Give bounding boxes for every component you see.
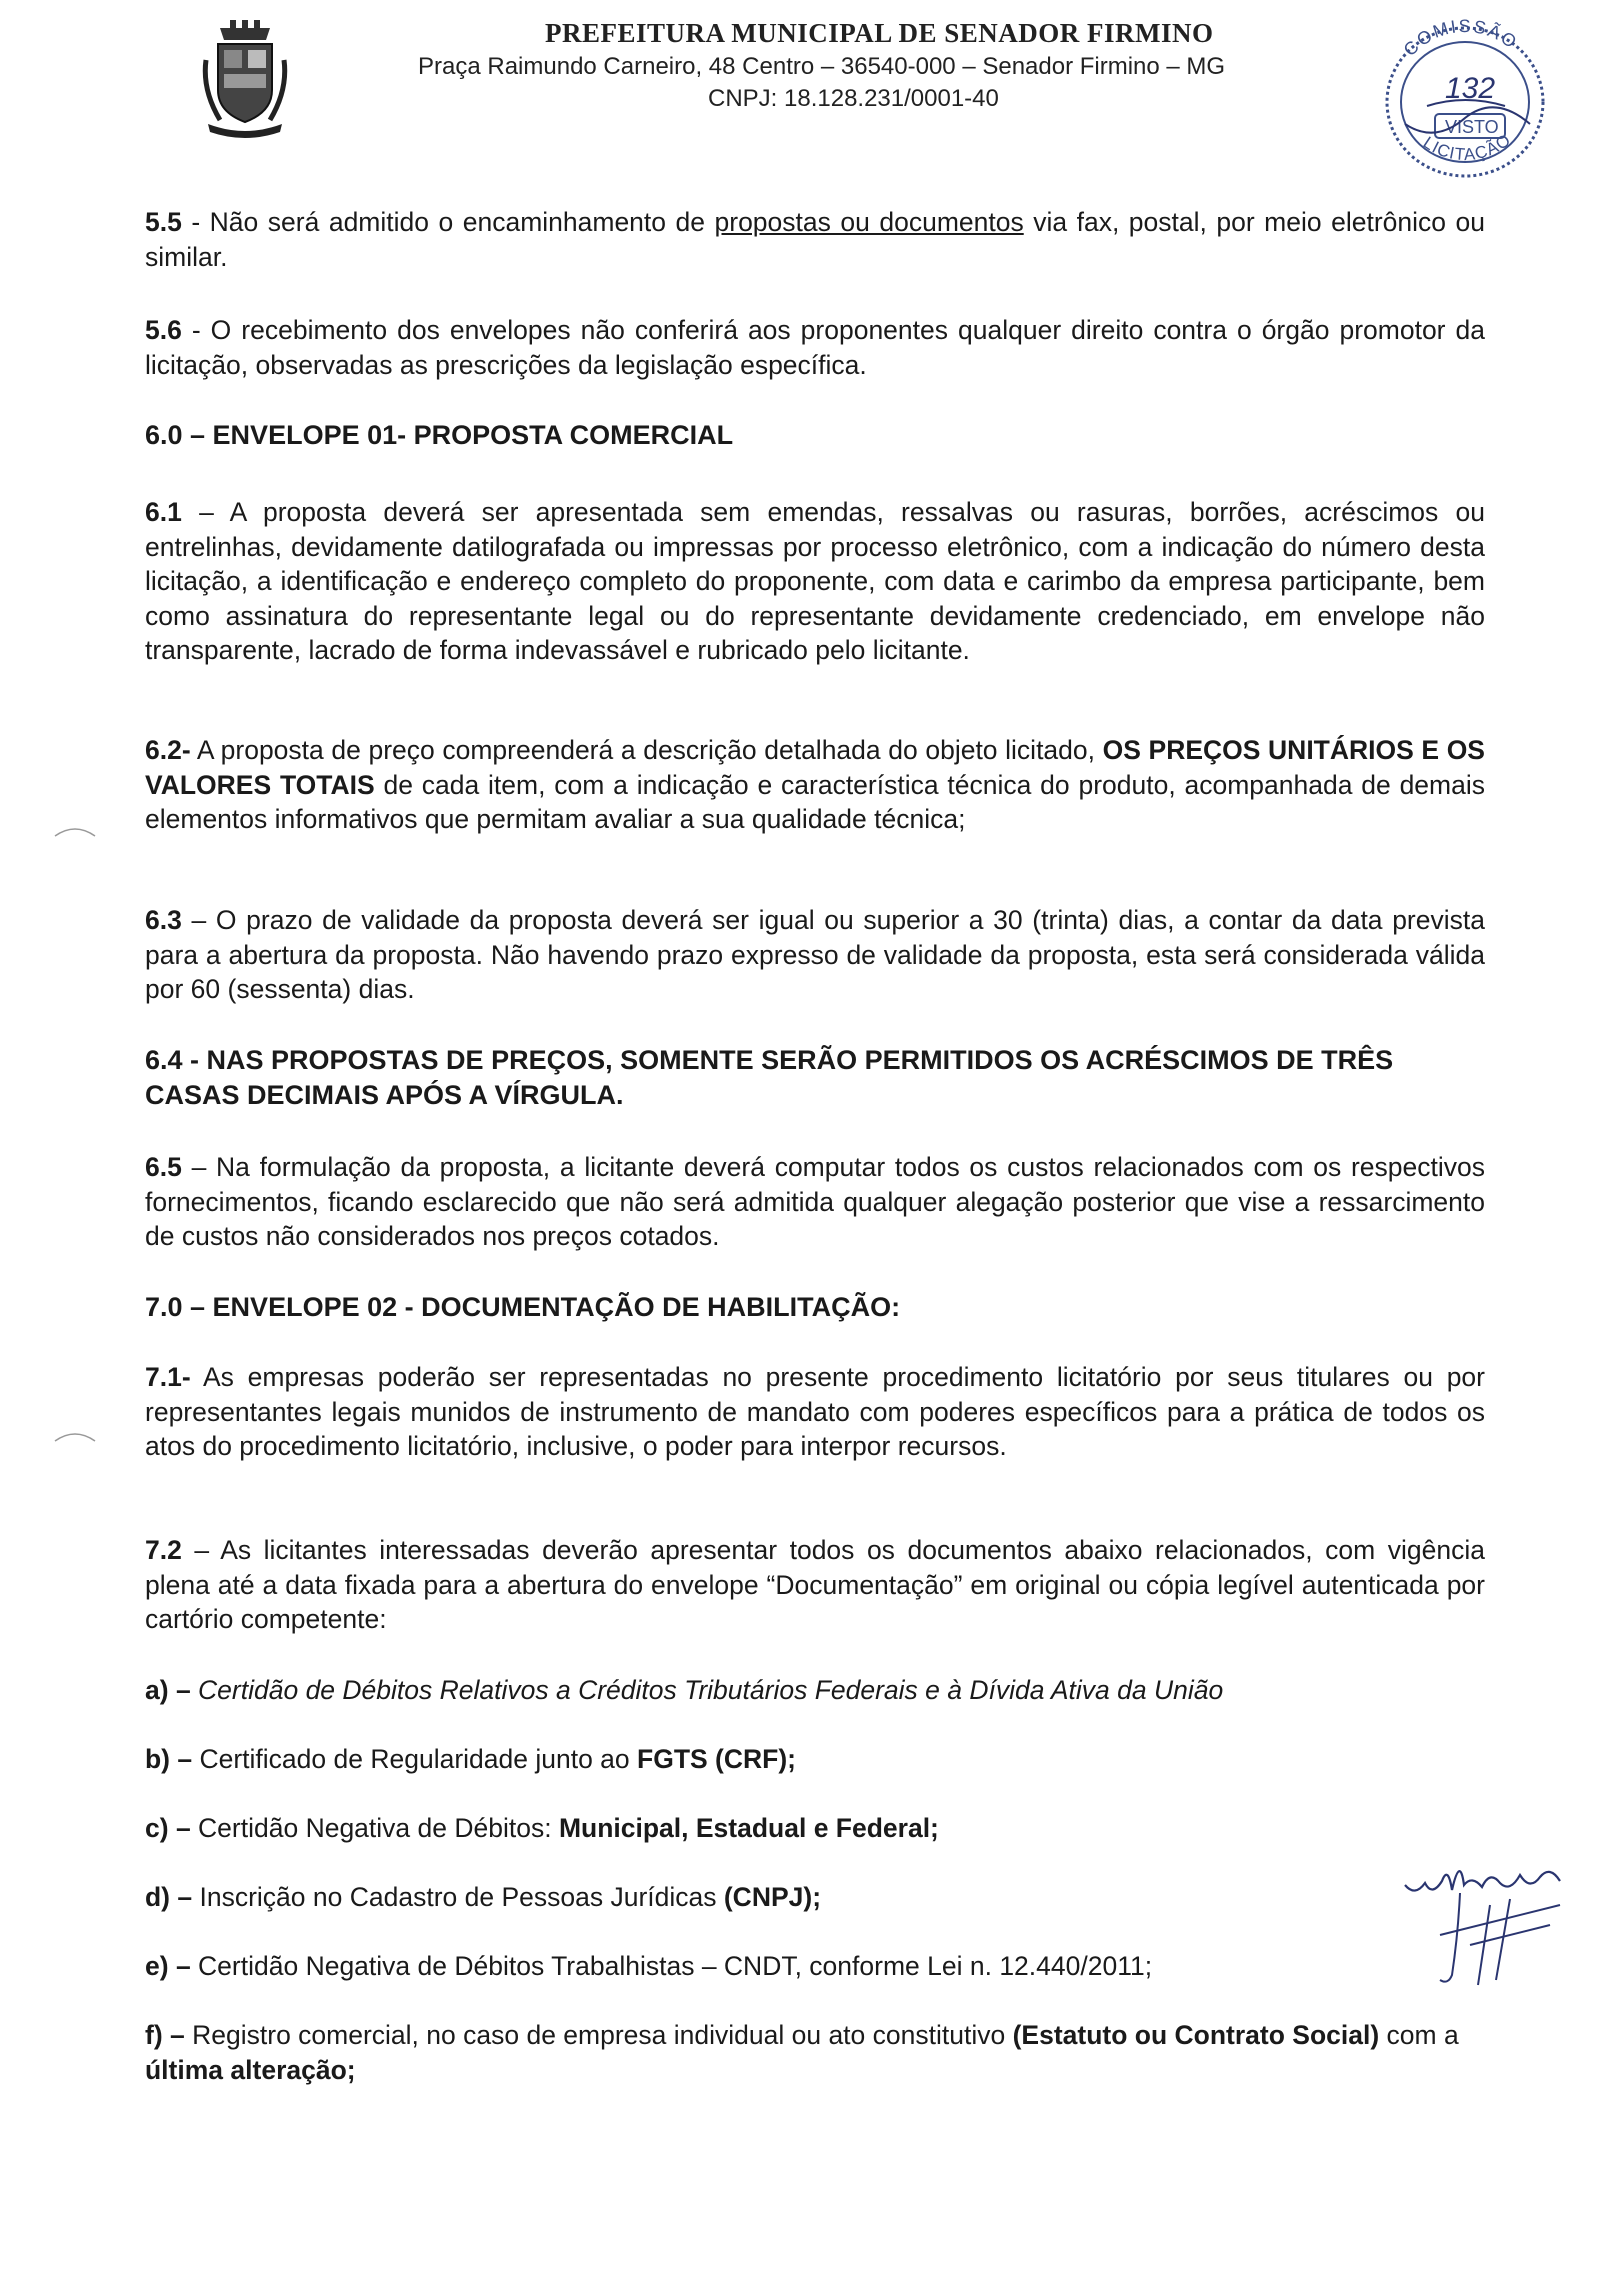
- commission-stamp: [1365, 14, 1565, 182]
- item-d: d) – Inscrição no Cadastro de Pessoas Jurídicas (CNPJ);: [145, 1882, 822, 1912]
- municipal-crest-icon: [200, 20, 290, 140]
- item-a: a) – Certidão de Débitos Relativos a Créditos Tributários Federais e à Dívida Ativa da União: [145, 1675, 1224, 1705]
- letterhead: [0, 0, 1600, 190]
- municipality-address: Praça Raimundo Carneiro, 48 Centro – 36540-000 – Senador Firmino – MG: [418, 53, 1226, 80]
- margin-mark: [50, 820, 100, 840]
- item-e: e) – Certidão Negativa de Débitos Trabalhistas – CNDT, conforme Lei n. 12.440/2011;: [145, 1951, 1153, 1981]
- municipality-cnpj: CNPJ: 18.128.231/0001-40: [708, 85, 999, 112]
- section-6-5: 6.5 – Na formulação da proposta, a licitante deverá computar todos os custos relacionados com os respectivos fornecimentos, ficando esclarecido que não será admitida qualquer alegação posterior que vise a ressarcimento de custos não considerados nos preços cotados.: [145, 1152, 1485, 1251]
- section-5-6: 5.6 - O recebimento dos envelopes não conferirá aos proponentes qualquer direito contra o órgão promotor da licitação, observadas as prescrições da legislação específica.: [145, 315, 1485, 380]
- item-b: b) – Certificado de Regularidade junto ao FGTS (CRF);: [145, 1744, 796, 1774]
- stamp-number: 132: [1445, 72, 1496, 105]
- section-5-5: 5.5 - Não será admitido o encaminhamento de propostas ou documentos via fax, postal, por meio eletrônico ou similar.: [145, 207, 1485, 272]
- stamp-visto: VISTO: [1445, 117, 1499, 137]
- section-6-2: 6.2- A proposta de preço compreenderá a descrição detalhada do objeto licitado, OS PREÇOS UNITÁRIOS E OS VALORES TOTAIS de cada item, com a indicação e característica técnica do produto, acompanhada de demais elementos informativos que permitam avaliar a sua qualidade técnica;: [145, 735, 1485, 834]
- item-f: f) – Registro comercial, no caso de empresa individual ou ato constitutivo (Estatuto ou Contrato Social) com a última alteração;: [145, 2020, 1459, 2085]
- stamp-text-top: COMISSÃO: [1399, 15, 1522, 60]
- section-7-2: 7.2 – As licitantes interessadas deverão apresentar todos os documentos abaixo relacionados, com vigência plena até a data fixada para a abertura do envelope “Documentação” em original ou cópia legível autenticada por cartório competente:: [145, 1535, 1485, 1634]
- municipality-title: PREFEITURA MUNICIPAL DE SENADOR FIRMINO: [545, 18, 1214, 48]
- item-c: c) – Certidão Negativa de Débitos: Municipal, Estadual e Federal;: [145, 1813, 939, 1843]
- margin-mark: [50, 1425, 100, 1445]
- stamp-text-bottom: LICITAÇÃO: [1419, 129, 1515, 165]
- section-7-1: 7.1- As empresas poderão ser representadas no presente procedimento licitatório por seus titulares ou por representantes legais munidos de instrumento de mandato com poderes específicos para a prática de todos os atos do procedimento licitatório, inclusive, o poder para interpor recursos.: [145, 1362, 1485, 1461]
- heading-6-0: 6.0 – ENVELOPE 01- PROPOSTA COMERCIAL: [145, 420, 734, 450]
- section-6-1: 6.1 – A proposta deverá ser apresentada sem emendas, ressalvas ou rasuras, borrões, acréscimos ou entrelinhas, devidamente datilografada ou impressas por processo eletrônico, com a indicação do número desta licitação, a identificação e endereço completo do proponente, com data e carimbo da empresa participante, bem como assinatura do representante legal ou do representante devidamente credenciado, em envelope não transparente, lacrado de forma indevassável e rubricado pelo licitante.: [145, 497, 1485, 665]
- section-6-3: 6.3 – O prazo de validade da proposta deverá ser igual ou superior a 30 (trinta) dias, a contar da data prevista para a abertura da proposta. Não havendo prazo expresso de validade da proposta, esta será considerada válida por 60 (sessenta) dias.: [145, 905, 1485, 1004]
- heading-7-0: 7.0 – ENVELOPE 02 - DOCUMENTAÇÃO DE HABILITAÇÃO:: [145, 1292, 901, 1322]
- section-6-4: 6.4 - NAS PROPOSTAS DE PREÇOS, SOMENTE SERÃO PERMITIDOS OS ACRÉSCIMOS DE TRÊS CASAS DECIMAIS APÓS A VÍRGULA.: [145, 1045, 1394, 1110]
- handwritten-signature: [1400, 1835, 1590, 2005]
